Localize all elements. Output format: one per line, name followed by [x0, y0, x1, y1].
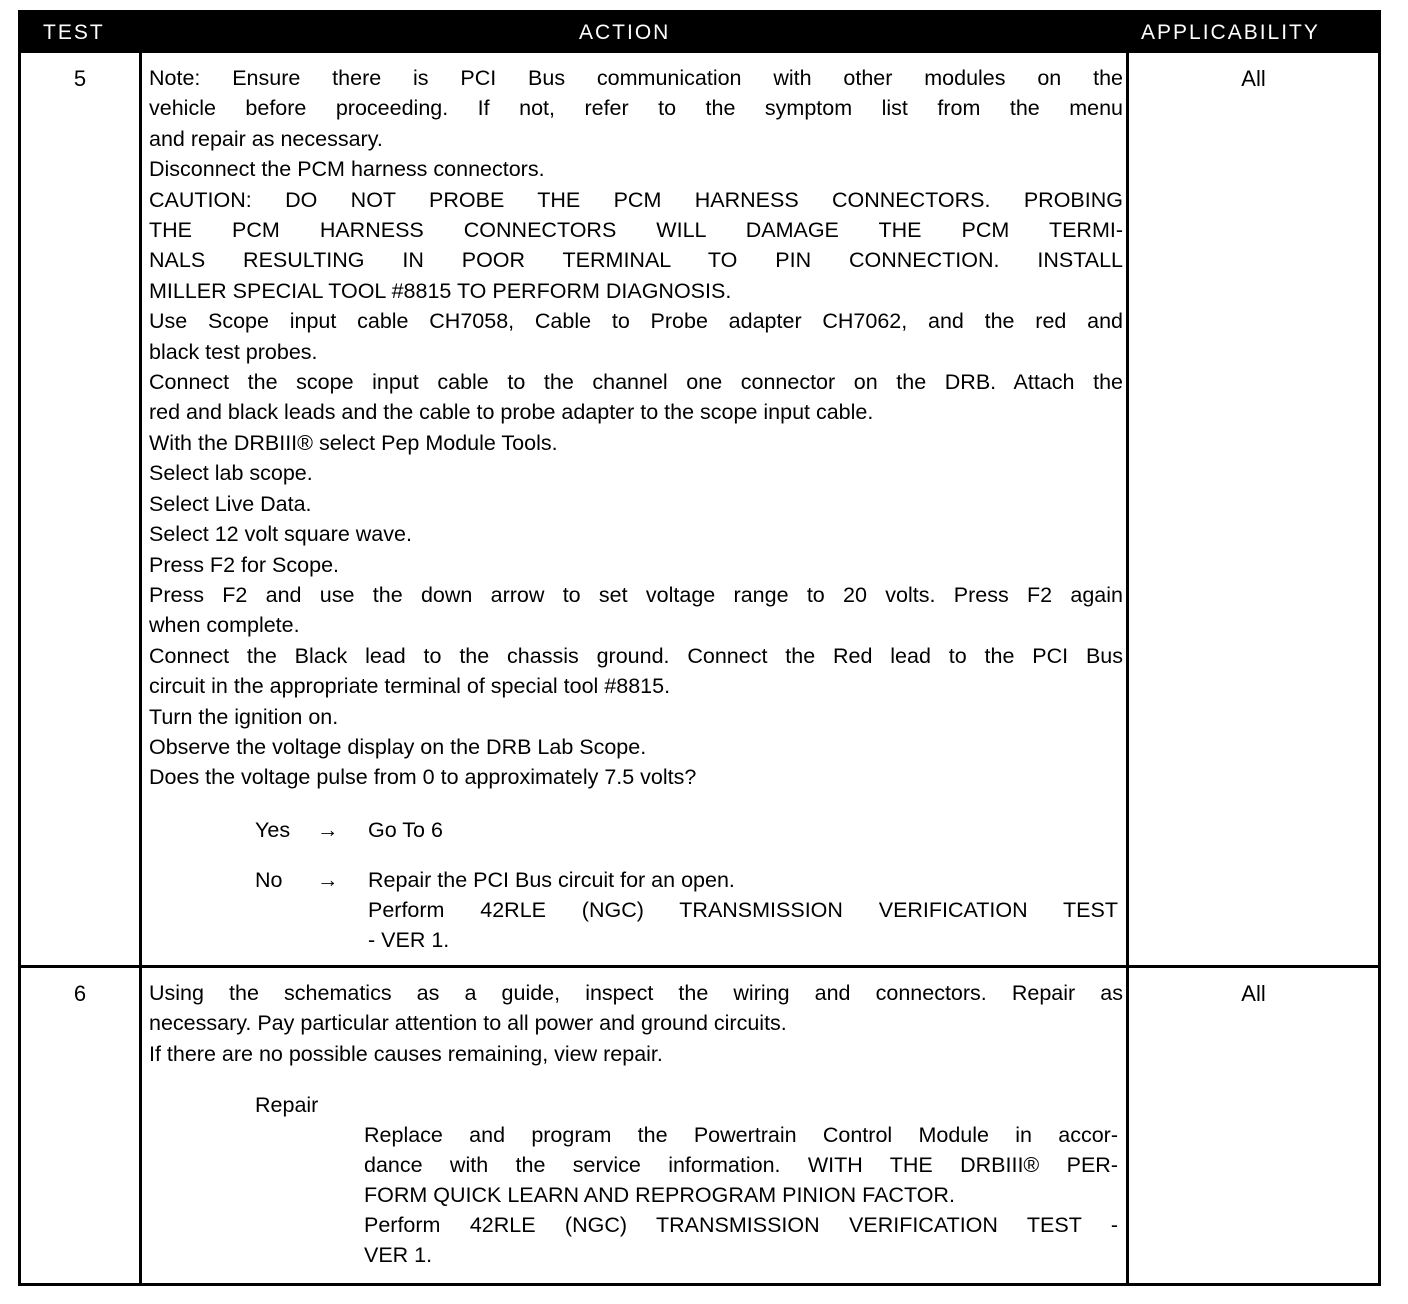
no-result-line: Perform 42RLE (NGC) TRANSMISSION VERIFICATION TEST	[368, 898, 1118, 922]
action-line: necessary. Pay particular attention to all power and ground circuits.	[149, 1011, 787, 1036]
test-number-6: 6	[73, 981, 87, 1006]
action-line: Turn the ignition on.	[149, 704, 339, 729]
no-label: No	[255, 868, 283, 892]
action-line: vehicle before proceeding. If not, refer to the symptom list from the menu	[149, 96, 1123, 121]
test-number-5: 5	[73, 66, 87, 91]
action-line: Press F2 and use the down arrow to set voltage range to 20 volts. Press F2 again	[149, 582, 1123, 607]
action-line: Note: Ensure there is PCI Bus communication with other modules on the	[149, 66, 1123, 90]
action-line: Connect the Black lead to the chassis ground. Connect the Red lead to the PCI Bus	[149, 643, 1123, 668]
action-text-5	[149, 63, 1123, 793]
no-result-line: - VER 1.	[368, 928, 450, 952]
repair-label: Repair	[255, 1093, 319, 1117]
action-line: Select lab scope.	[149, 461, 313, 486]
diagnostic-table	[18, 10, 1381, 1286]
repair-line: VER 1.	[364, 1243, 433, 1267]
action-line: circuit in the appropriate terminal of special tool #8815.	[149, 674, 671, 699]
applicability-5: All	[1241, 66, 1266, 91]
repair-line: FORM QUICK LEARN AND REPROGRAM PINION FACTOR.	[364, 1183, 955, 1207]
column-divider	[1126, 53, 1129, 1286]
applicability-6: All	[1241, 981, 1266, 1006]
no-result-line: Repair the PCI Bus circuit for an open.	[368, 868, 735, 892]
action-line: and repair as necessary.	[149, 126, 383, 151]
yes-result: Go To 6	[368, 818, 443, 842]
action-line: THE PCM HARNESS CONNECTORS WILL DAMAGE THE PCM TERMI-	[149, 218, 1123, 243]
column-divider	[139, 53, 142, 1286]
action-line: Disconnect the PCM harness connectors.	[149, 157, 545, 182]
action-line: With the DRBIII® select Pep Module Tools.	[149, 430, 558, 455]
row-divider	[21, 965, 1378, 968]
action-line: red and black leads and the cable to probe adapter to the scope input cable.	[149, 400, 874, 425]
action-line: Press F2 for Scope.	[149, 552, 339, 577]
action-line: If there are no possible causes remaining, view repair.	[149, 1041, 663, 1066]
yes-label: Yes	[255, 818, 291, 842]
action-line: Connect the scope input cable to the channel one connector on the DRB. Attach the	[149, 370, 1123, 395]
action-line: Use Scope input cable CH7058, Cable to Probe adapter CH7062, and the red and	[149, 309, 1123, 334]
repair-line: Replace and program the Powertrain Control Module in accor-	[364, 1123, 1118, 1147]
arrow-right-icon: →	[317, 818, 339, 842]
action-text-6	[149, 978, 1123, 1069]
arrow-right-icon: →	[317, 868, 339, 892]
header-action: ACTION	[579, 21, 671, 44]
repair-line: dance with the service information. WITH THE DRBIII® PER-	[364, 1153, 1118, 1177]
action-line: NALS RESULTING IN POOR TERMINAL TO PIN CONNECTION. INSTALL	[149, 248, 1123, 273]
action-line: Observe the voltage display on the DRB Lab Scope.	[149, 734, 647, 759]
action-line: CAUTION: DO NOT PROBE THE PCM HARNESS CONNECTORS. PROBING	[149, 187, 1123, 212]
repair-line: Perform 42RLE (NGC) TRANSMISSION VERIFICATION TEST -	[364, 1213, 1118, 1237]
action-line: Using the schematics as a guide, inspect the wiring and connectors. Repair as	[149, 981, 1123, 1005]
action-line: Select Live Data.	[149, 491, 312, 516]
table-header	[21, 13, 1378, 53]
action-line: Select 12 volt square wave.	[149, 522, 412, 547]
header-applicability: APPLICABILITY	[1141, 21, 1320, 44]
header-test: TEST	[43, 21, 105, 44]
action-line: Does the voltage pulse from 0 to approximately 7.5 volts?	[149, 765, 697, 790]
action-line: MILLER SPECIAL TOOL #8815 TO PERFORM DIAGNOSIS.	[149, 278, 732, 303]
action-line: black test probes.	[149, 339, 318, 364]
action-line: when complete.	[149, 613, 300, 638]
